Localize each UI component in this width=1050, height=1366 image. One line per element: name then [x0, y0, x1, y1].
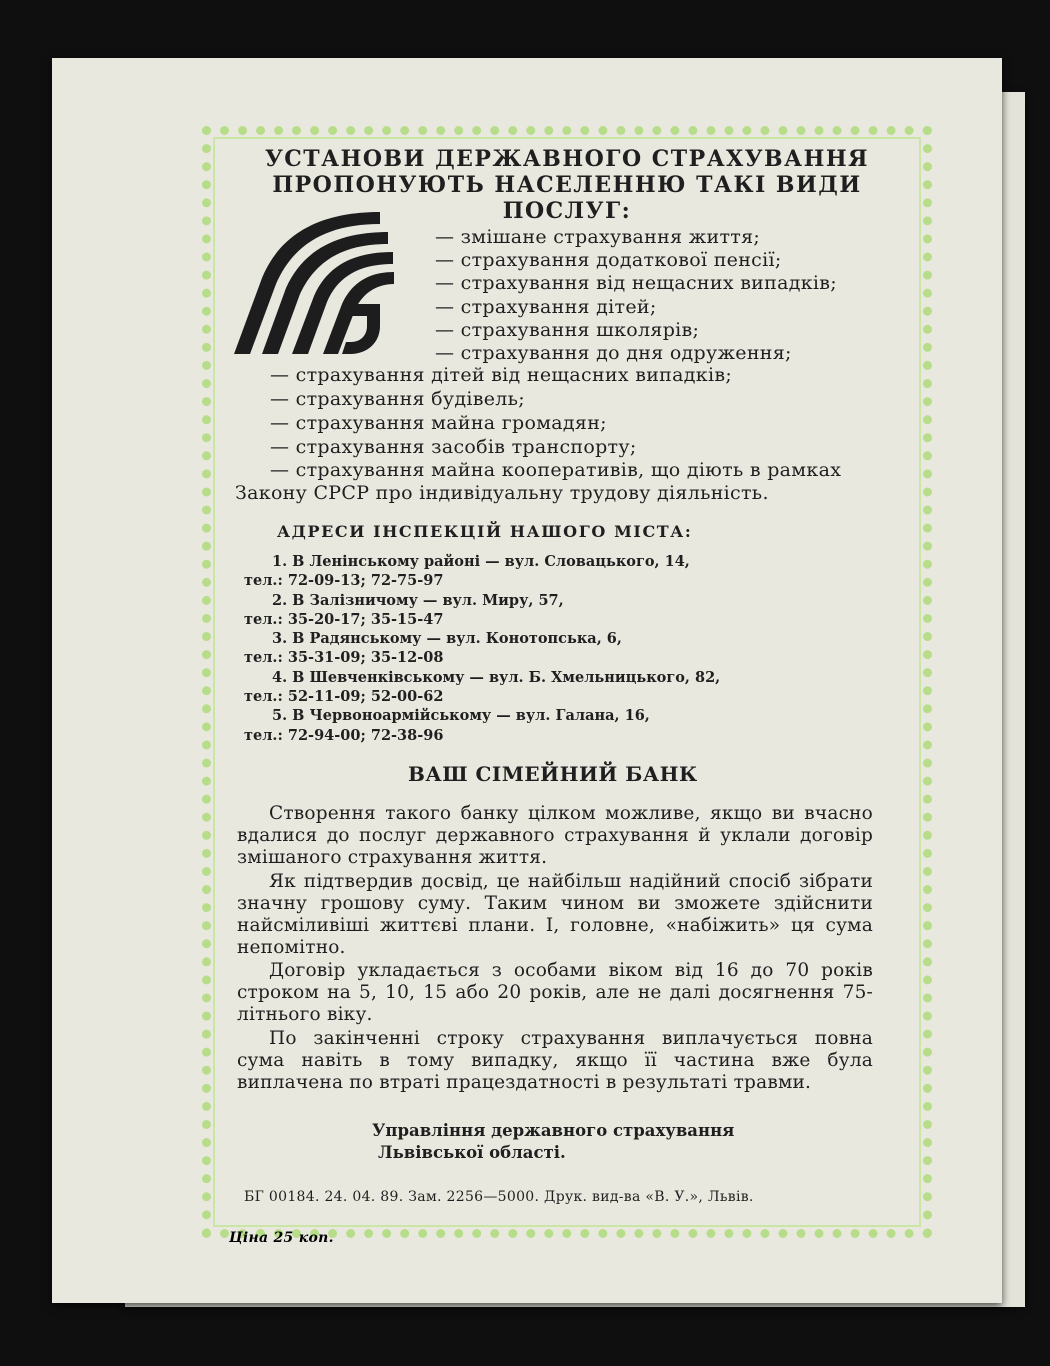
page-content	[52, 58, 1002, 1303]
service-item: — страхування майна кооперативів, що діють в рамках	[270, 459, 842, 481]
address-line: 4. В Шевченківському — вул. Б. Хмельницького, 82,	[272, 668, 721, 686]
signature	[372, 1120, 734, 1164]
bank-paragraph-4: По закінченні строку страхування виплачується повна сума навіть в тому випадку, якщо її частина вже була виплачена по втраті працездатності в результаті травми.	[237, 1028, 873, 1093]
leaflet-page	[52, 58, 1002, 1303]
bank-paragraph-1: Створення такого банку цілком можливе, якщо ви вчасно вдалися до послуг державного страхування й уклали договір змішаного страхування життя.	[237, 803, 873, 868]
bank-paragraph-3: Договір укладається з особами віком від 16 до 70 років строком на 5, 10, 15 або 20 років, але не далі досягнення 75-літнього віку.	[237, 960, 873, 1025]
bank-title: ВАШ СІМЕЙНИЙ БАНК	[408, 762, 698, 786]
service-item: — страхування майна громадян;	[270, 412, 607, 434]
insurance-logo-icon	[230, 208, 400, 358]
address-line: 1. В Ленінському районі — вул. Словацького, 14,	[272, 553, 690, 570]
price-label: Ціна 25 коп.	[229, 1230, 334, 1246]
service-item: — страхування додаткової пенсії;	[435, 249, 782, 271]
phone-line: тел.: 35-31-09; 35-12-08	[244, 649, 444, 667]
signature-line-1: Управління державного страхування	[372, 1121, 735, 1140]
address-line: 3. В Радянському — вул. Конотопська, 6,	[272, 630, 622, 648]
service-item: — страхування до дня одруження;	[435, 342, 792, 364]
print-imprint: БГ 00184. 24. 04. 89. Зам. 2256—5000. Друк. вид-ва «В. У.», Львів.	[244, 1189, 754, 1205]
phone-line: тел.: 72-94-00; 72-38-96	[244, 726, 444, 744]
service-item: — страхування дітей від нещасних випадків;	[270, 364, 733, 386]
phone-line: тел.: 35-20-17; 35-15-47	[244, 610, 444, 628]
service-item: — страхування від нещасних випадків;	[435, 272, 837, 294]
service-item: — страхування засобів транспорту;	[270, 436, 637, 458]
service-item: — страхування школярів;	[435, 319, 700, 341]
service-item: — змішане страхування життя;	[435, 226, 761, 248]
address-line: 2. В Залізничому — вул. Миру, 57,	[272, 591, 564, 609]
heading-line-2: ПРОПОНУЮТЬ НАСЕЛЕННЮ ТАКІ ВИДИ ПОСЛУГ:	[272, 172, 862, 224]
addresses-list	[244, 552, 720, 745]
bank-paragraph-2: Як підтвердив досвід, це найбільш надійний спосіб зібрати значну грошову суму. Таким чином ви зможете здійснити найсміливіші життєві плани. І, головне, «набіжить» ця сума непомітно.	[237, 871, 873, 958]
phone-line: тел.: 52-11-09; 52-00-62	[244, 688, 444, 706]
phone-line: тел.: 72-09-13; 72-75-97	[244, 572, 444, 590]
address-line: 5. В Червоноармійському — вул. Галана, 16,	[272, 707, 650, 725]
service-item: — страхування дітей;	[435, 296, 657, 318]
service-item: — страхування будівель;	[270, 388, 526, 410]
service-item: Закону СРСР про індивідуальну трудову діяльність.	[235, 482, 769, 504]
addresses-title: АДРЕСИ ІНСПЕКЦІЙ НАШОГО МІСТА:	[277, 522, 693, 541]
signature-line-2: Львівської області.	[378, 1143, 566, 1162]
heading-line-1: УСТАНОВИ ДЕРЖАВНОГО СТРАХУВАННЯ	[264, 146, 870, 172]
